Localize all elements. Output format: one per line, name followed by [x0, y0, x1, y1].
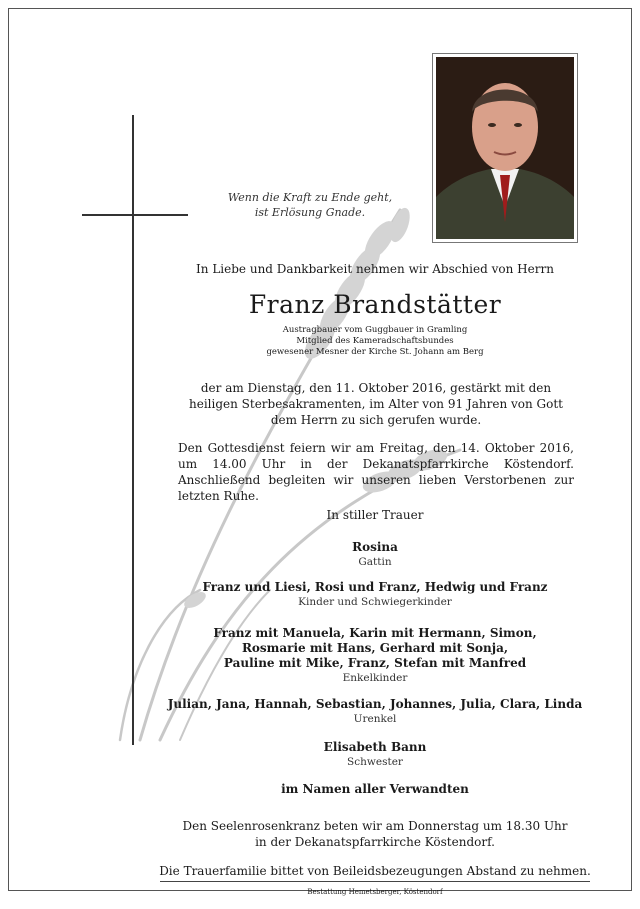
rosary-line: in der Dekanatspfarrkirche Köstendorf. [255, 835, 495, 849]
cross-vertical [132, 115, 134, 745]
rosary-line: Den Seelenrosenkranz beten wir am Donnerstag um 18.30 Uhr [182, 819, 568, 833]
deceased-name: Franz Brandstätter [248, 290, 502, 319]
subtitle-line: Austragbauer vom Guggbauer in Gramling [282, 325, 468, 335]
sister-role: Schwester [347, 756, 403, 768]
grandchildren-line: Franz mit Manuela, Karin mit Hermann, Simon, [213, 626, 537, 640]
motto-line: ist Erlösung Gnade. [254, 206, 366, 219]
motto-line: Wenn die Kraft zu Ende geht, [227, 191, 393, 204]
grandchildren-line: Pauline mit Mike, Franz, Stefan mit Manfred [223, 656, 527, 670]
children-names: Franz und Liesi, Rosi und Franz, Hedwig und Franz [202, 580, 548, 594]
grandchildren-line: Rosmarie mit Hans, Gerhard mit Sonja, [241, 641, 509, 655]
death-announcement: der am Dienstag, den 11. Oktober 2016, gestärkt mit den heiligen Sterbesakramenten, im Alter von 91 Jahren von Gott dem Herrn zu sich gerufen wurde. [188, 381, 563, 427]
great-grandchildren-role: Urenkel [353, 713, 397, 725]
portrait-photo [432, 53, 578, 243]
grandchildren-role: Enkelkinder [342, 672, 408, 684]
footer-credit: Bestattung Hemetsberger, Köstendorf [307, 888, 443, 896]
footer-divider [160, 881, 590, 882]
service-announcement: Den Gottesdienst feiern wir am Freitag, den 14. Oktober 2016, um 14.00 Uhr in der Dekanatspfarrkirche Köstendorf. Anschließend begleiten wir unseren lieben Verstorbenen zur letzten Ruhe. [178, 441, 574, 503]
motto [205, 190, 415, 220]
sister-name: Elisabeth Bann [323, 740, 427, 754]
subtitle-line: Mitglied des Kameradschaftsbundes [296, 336, 454, 346]
cross-horizontal [82, 214, 188, 216]
wife-name: Rosina [352, 540, 398, 554]
relatives-line: im Namen aller Verwandten [281, 782, 469, 796]
mourning-heading: In stiller Trauer [326, 508, 424, 522]
great-grandchildren-names: Julian, Jana, Hannah, Sebastian, Johannes, Julia, Clara, Linda [167, 697, 583, 711]
wife-role: Gattin [358, 556, 392, 568]
closing-text: Die Trauerfamilie bittet von Beileidsbezeugungen Abstand zu nehmen. [159, 864, 591, 878]
intro-text: In Liebe und Dankbarkeit nehmen wir Abschied von Herrn [196, 262, 554, 276]
children-role: Kinder und Schwiegerkinder [298, 596, 452, 608]
subtitle-line: gewesener Mesner der Kirche St. Johann am Berg [266, 347, 484, 357]
